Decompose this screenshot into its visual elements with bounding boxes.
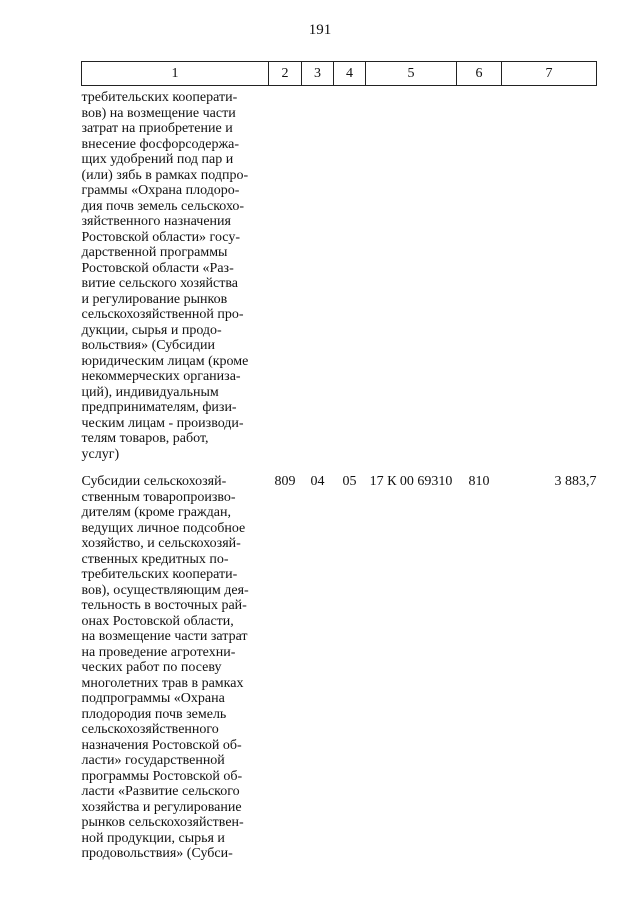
description-line: услуг) (81, 446, 120, 462)
description-line: дия почв земель сельскохо- (81, 198, 245, 214)
description-line: ческих работ по посеву (81, 660, 222, 675)
description-line: ведущих личное подсобное (81, 520, 246, 536)
description-line: щих удобрений под пар и (81, 152, 234, 167)
row-target-code (366, 86, 457, 463)
description-line: рынков сельскохозяйствен- (81, 815, 244, 830)
description-line: требительских кооперати- (81, 90, 238, 105)
row-section-code (302, 86, 334, 463)
description-line: граммы «Охрана плодоро- (81, 183, 240, 198)
description-line: онах Ростовской области, (81, 613, 234, 629)
description-line: вов) на возмещение части (81, 105, 236, 121)
header-col-4: 4 (334, 62, 366, 86)
row-ministry-code (269, 86, 302, 463)
description-line: Ростовской области «Раз- (81, 260, 234, 276)
description-line: Субсидии сельскохозяй- (81, 474, 227, 489)
budget-table (81, 61, 597, 862)
description-line: многолетних трав в рамках (81, 675, 244, 691)
description-line: юридическим лицам (кроме (81, 353, 249, 369)
description-line: зяйственного назначения (81, 214, 231, 229)
row-subsection-code (334, 86, 366, 463)
row-expense-type (457, 86, 502, 463)
description-line: затрат на приобретение и (81, 121, 233, 136)
description-line: программы Ростовской об- (81, 768, 243, 784)
row-amount: 3 883,7 (554, 474, 597, 489)
description-line: на проведение агротехни- (81, 644, 236, 660)
row-section-code: 04 (310, 474, 325, 489)
description-line: хозяйство, и сельскохозяй- (81, 536, 241, 551)
description-line: витие сельского хозяйства (81, 276, 238, 291)
header-col-1: 1 (82, 62, 269, 86)
description-line: дителям (кроме граждан, (81, 505, 231, 520)
description-line: дарственной программы (81, 245, 228, 260)
row-description (82, 86, 269, 463)
description-line: вольствия» (Субсидии (81, 338, 215, 353)
description-line: и регулирование рынков (81, 291, 228, 307)
description-line: подпрограммы «Охрана (81, 691, 225, 706)
row-description (82, 462, 269, 862)
description-line: требительских кооперати- (81, 567, 238, 582)
description-line: телям товаров, работ, (81, 431, 209, 446)
description-line: плодородия почв земель (81, 706, 227, 722)
description-line: ственным товаропроизво- (81, 489, 236, 505)
description-line: тельность в восточных рай- (81, 598, 247, 613)
header-col-7: 7 (502, 62, 597, 86)
description-line: продовольствия» (Субси- (81, 846, 233, 861)
description-line: на возмещение части затрат (81, 629, 248, 644)
description-line: некоммерческих организа- (81, 369, 241, 384)
row-target-code: 17 К 00 69310 (369, 474, 453, 489)
page-number: 191 (308, 22, 332, 38)
description-line: ческим лицам - производи- (81, 415, 244, 431)
description-line: ласти «Развитие сельского (81, 784, 240, 799)
header-row (82, 62, 597, 86)
header-col-5: 5 (366, 62, 457, 86)
row-ministry-code: 809 (274, 474, 296, 489)
description-line: внесение фосфорсодержа- (81, 136, 240, 152)
description-line: ласти» государственной (81, 753, 225, 768)
row-amount (502, 86, 597, 463)
description-line: ной продукции, сырья и (81, 830, 225, 846)
header-col-3: 3 (302, 62, 334, 86)
header-col-6: 6 (457, 62, 502, 86)
description-line: (или) зябь в рамках подпро- (81, 167, 249, 183)
description-line: Ростовской области» госу- (81, 229, 240, 245)
description-line: сельскохозяйственной про- (81, 307, 244, 322)
row-expense-type: 810 (468, 474, 490, 489)
description-line: хозяйства и регулирование (81, 799, 242, 815)
description-line: вов), осуществляющим дея- (81, 582, 249, 598)
description-line: сельскохозяйственного (81, 722, 219, 737)
description-line: назначения Ростовской об- (81, 737, 242, 753)
description-line: предпринимателям, физи- (81, 400, 237, 415)
table-row (82, 462, 597, 862)
description-line: ственных кредитных по- (81, 551, 229, 567)
header-col-2: 2 (269, 62, 302, 86)
description-line: ций), индивидуальным (81, 384, 219, 400)
row-subsection-code: 05 (342, 474, 357, 489)
table-row (82, 86, 597, 463)
description-line: дукции, сырья и продо- (81, 322, 222, 338)
